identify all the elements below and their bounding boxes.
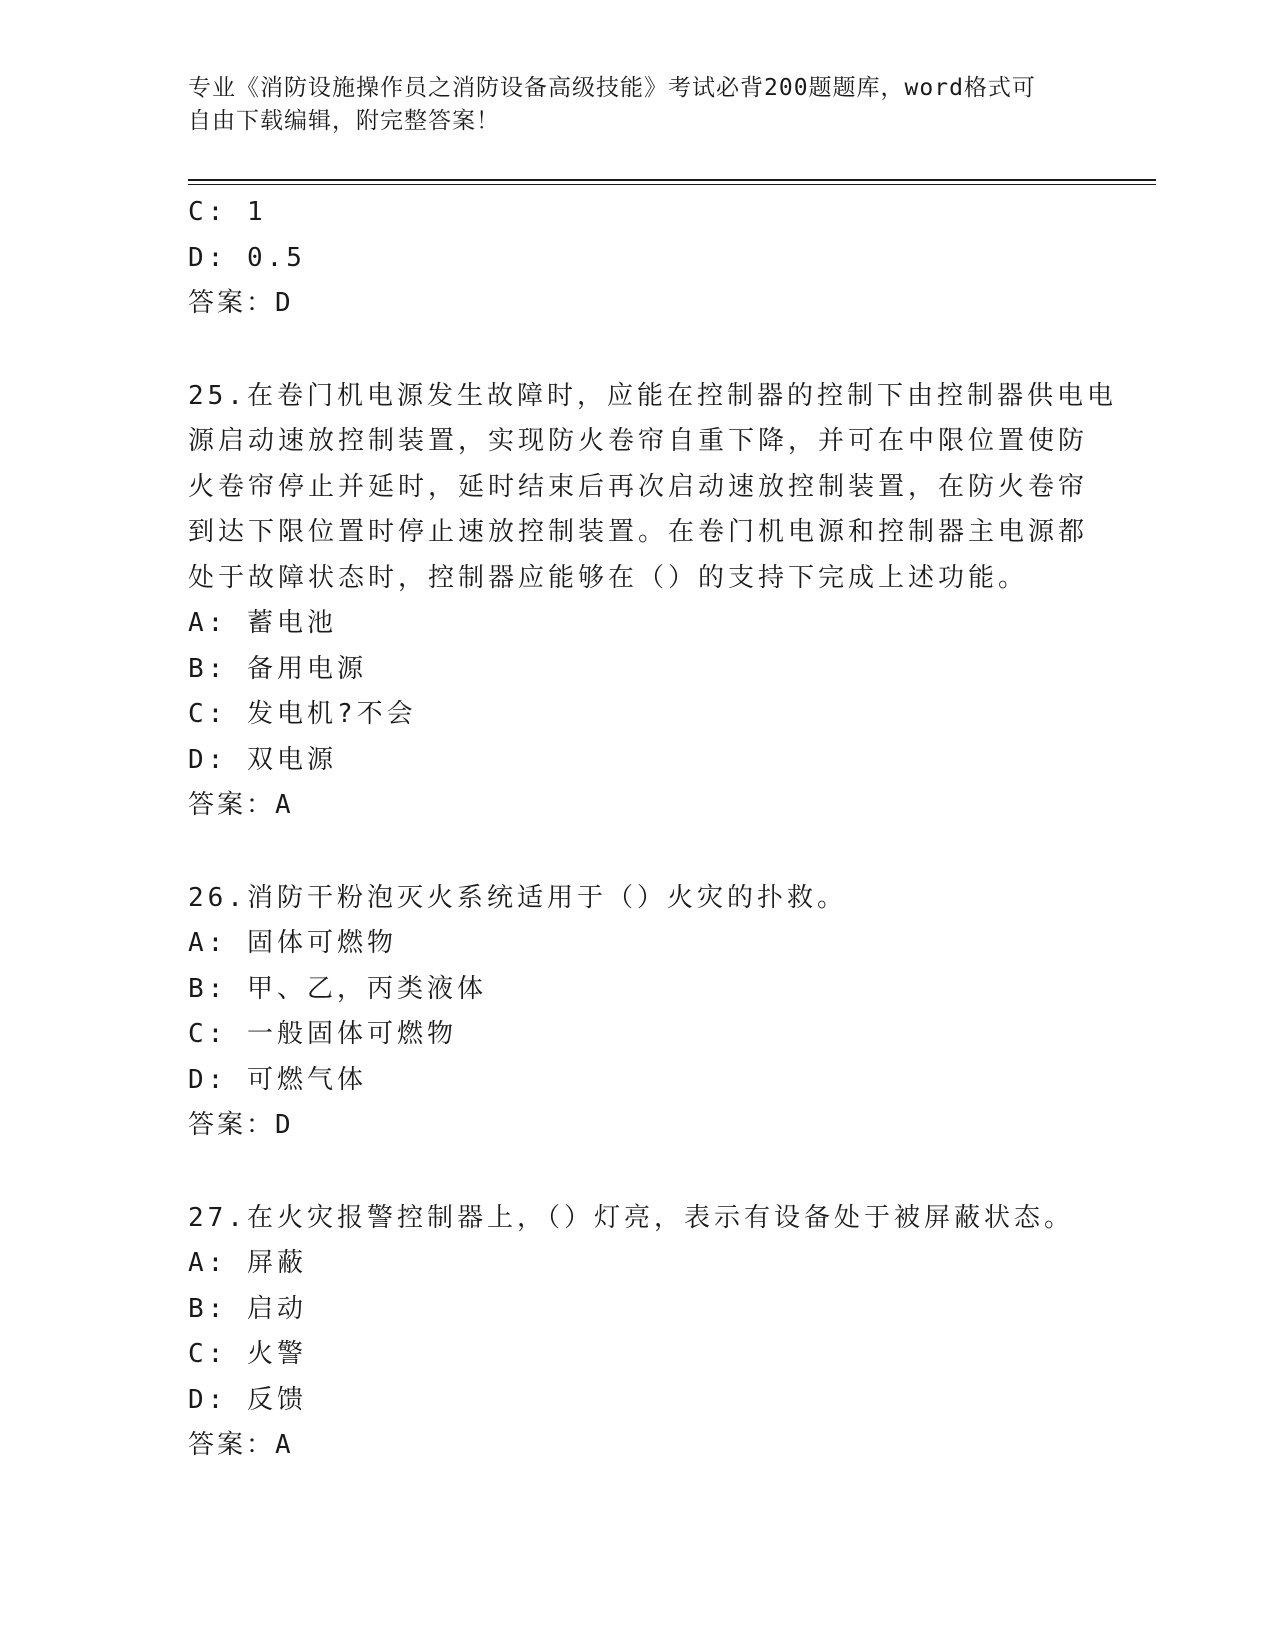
option-c: C: 火警 bbox=[188, 1339, 307, 1369]
spacer bbox=[188, 829, 1088, 876]
question-26 bbox=[188, 876, 1088, 1149]
option-a: A: 蓄电池 bbox=[188, 608, 337, 638]
question-stem-line: 火卷帘停止并延时，延时结束后再次启动速放控制装置，在防火卷帘 bbox=[188, 471, 1089, 502]
answer-line: 答案：A bbox=[188, 790, 294, 820]
option-b: B: 启动 bbox=[188, 1293, 307, 1324]
option-a: A: 固体可燃物 bbox=[188, 928, 397, 958]
option-b: B: 备用电源 bbox=[188, 653, 367, 684]
question-stem-line: 25.在卷门机电源发生故障时，应能在控制器的控制下由控制器供电电 bbox=[188, 380, 1117, 411]
option-c: C: 1 bbox=[188, 197, 267, 227]
question-25 bbox=[188, 374, 1117, 829]
question-stem-line: 27.在火灾报警控制器上，（）灯亮，表示有设备处于被屏蔽状态。 bbox=[188, 1202, 1074, 1233]
option-a: A: 屏蔽 bbox=[188, 1248, 307, 1278]
option-d: D: 0.5 bbox=[188, 242, 306, 273]
question-stem-line: 26.消防干粉泡灭火系统适用于（）火灾的扑救。 bbox=[188, 882, 847, 913]
header-divider-thin bbox=[188, 184, 1156, 185]
spacer bbox=[188, 327, 1088, 374]
option-c: C: 发电机?不会 bbox=[188, 699, 417, 729]
option-c: C: 一般固体可燃物 bbox=[188, 1019, 457, 1049]
spacer bbox=[188, 1149, 1088, 1196]
answer-line: 答案：D bbox=[188, 1110, 294, 1140]
question-stem-line: 到达下限位置时停止速放控制装置。在卷门机电源和控制器主电源都 bbox=[188, 517, 1089, 547]
header-title-line-1: 专业《消防设施操作员之消防设备高级技能》考试必背200题题库，word格式可 bbox=[188, 75, 1036, 101]
option-d: D: 反馈 bbox=[188, 1384, 307, 1415]
previous-question-tail bbox=[188, 190, 1088, 327]
header-title-line-2: 自由下载编辑，附完整答案！ bbox=[188, 108, 500, 134]
document-body bbox=[188, 190, 1117, 1469]
question-27 bbox=[188, 1196, 1088, 1469]
document-header bbox=[188, 72, 1088, 138]
option-d: D: 可燃气体 bbox=[188, 1064, 367, 1095]
question-stem-line: 处于故障状态时，控制器应能够在（）的支持下完成上述功能。 bbox=[188, 562, 1029, 593]
option-b: B: 甲、乙，丙类液体 bbox=[188, 973, 487, 1004]
header-divider-thick bbox=[188, 179, 1156, 181]
option-d: D: 双电源 bbox=[188, 744, 337, 775]
answer-line: 答案：D bbox=[188, 288, 294, 318]
question-stem-line: 源启动速放控制装置，实现防火卷帘自重下降，并可在中限位置使防 bbox=[188, 426, 1089, 456]
answer-line: 答案：A bbox=[188, 1430, 294, 1460]
